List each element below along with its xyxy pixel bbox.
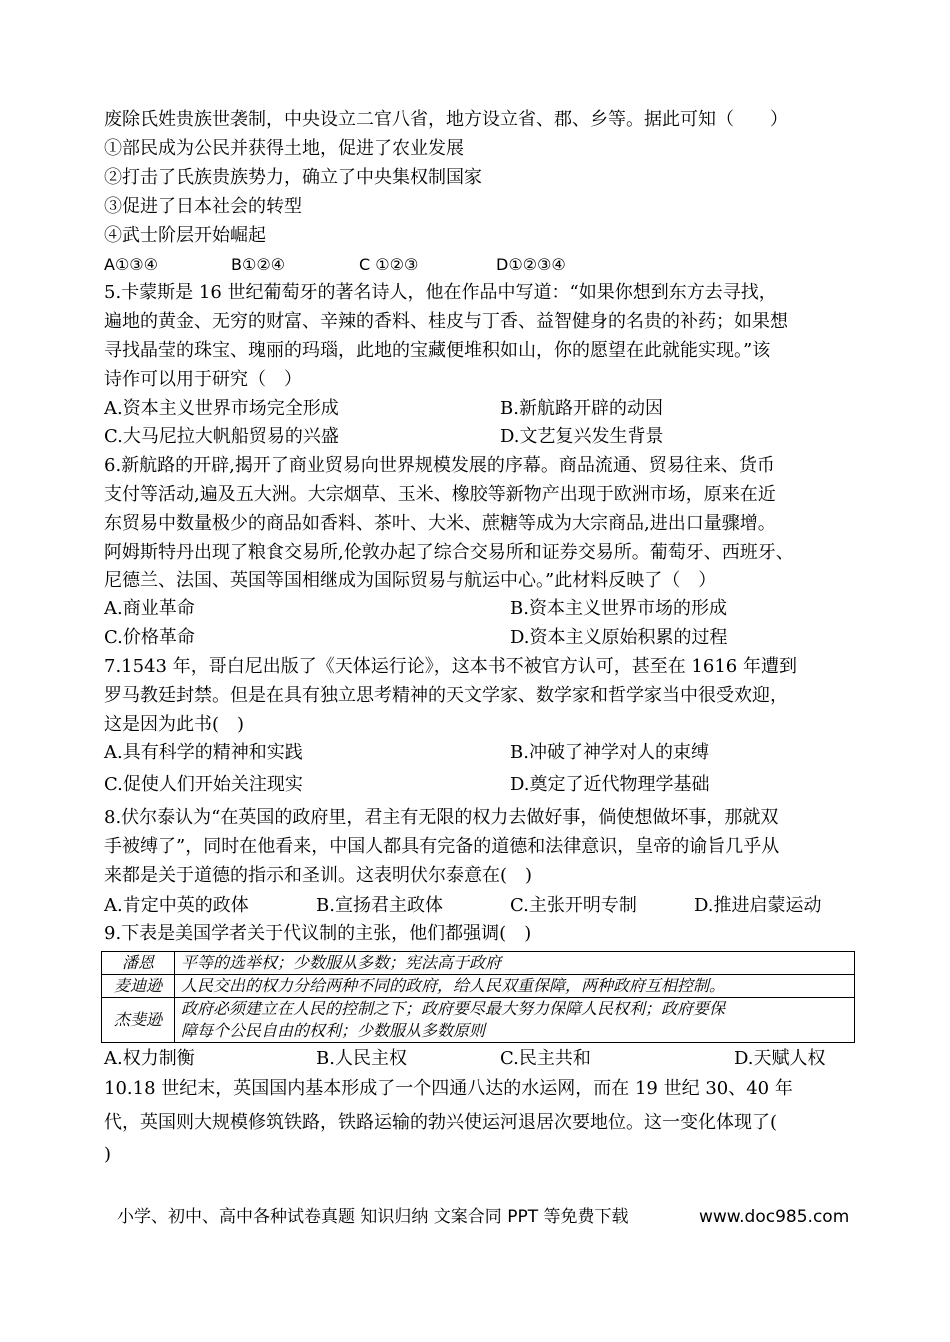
- q6-line-1: 6.新航路的开辟,揭开了商业贸易向世界规模发展的序幕。商品流通、贸易往来、货币: [104, 455, 775, 476]
- footer: [117, 1204, 850, 1230]
- q4-item-1: ①部民成为公民并获得土地，促进了农业发展: [104, 138, 464, 159]
- q9-option-d: D.天赋人权: [734, 1048, 826, 1069]
- q5-option-c: C.大马尼拉大帆船贸易的兴盛: [104, 426, 339, 447]
- q7-option-b: B.冲破了神学对人的束缚: [510, 742, 709, 763]
- q7-line-2: 罗马教廷封禁。但是在具有独立思考精神的天文学家、数学家和哲学家当中很受欢迎，: [104, 685, 788, 706]
- q7-option-a: A.具有科学的精神和实践: [104, 742, 303, 763]
- q9-option-a: A.权力制衡: [104, 1048, 195, 1069]
- q4-option-a: A①③④: [104, 255, 158, 274]
- q4-item-4: ④武士阶层开始崛起: [104, 225, 266, 246]
- q4-item-3: ③促进了日本社会的转型: [104, 196, 302, 217]
- q8-line-1: 8.伏尔泰认为“在英国的政府里，君主有无限的权力去做好事，倘使想做坏事，那就双: [104, 807, 779, 828]
- q5-line-3: 寻找晶莹的珠宝、瑰丽的玛瑙，此地的宝藏便堆积如山，你的愿望在此就能实现。”该: [104, 340, 771, 361]
- footer-site-link[interactable]: www.doc985.com: [699, 1207, 850, 1227]
- q9-option-b: B.人民主权: [316, 1048, 407, 1069]
- q9-stem: 9.下表是美国学者关于代议制的主张，他们都强调( ): [104, 923, 532, 944]
- footer-text: 小学、初中、高中各种试卷真题 知识归纳 文案合同 PPT 等免费下载: [117, 1207, 629, 1227]
- q6-line-4: 阿姆斯特丹出现了粮食交易所,伦敦办起了综合交易所和证券交易所。葡萄牙、西班牙、: [104, 542, 794, 563]
- table-cell-name: 麦迪逊: [102, 975, 175, 998]
- table-row: [102, 952, 855, 975]
- q5-option-a: A.资本主义世界市场完全形成: [104, 398, 339, 419]
- q5-line-1: 5.卡蒙斯是 16 世纪葡萄牙的著名诗人，他在作品中写道：“如果你想到东方去寻找，: [104, 282, 777, 303]
- q10-line-1: 10.18 世纪末，英国国内基本形成了一个四通八达的水运网，而在 19 世纪 30、40 年: [104, 1078, 793, 1099]
- table-cell-name: 潘恩: [102, 952, 175, 975]
- table-cell-text: [175, 998, 855, 1043]
- q5-option-d: D.文艺复兴发生背景: [500, 426, 664, 447]
- q4-option-c: C ①②③: [359, 255, 419, 274]
- table-cell-text: 人民交出的权力分给两种不同的政府，给人民双重保障，两种政府互相控制。: [175, 975, 855, 998]
- q8-line-3: 来都是关于道德的指示和圣训。这表明伏尔泰意在( ): [104, 865, 533, 886]
- q8-option-a: A.肯定中英的政体: [104, 895, 249, 916]
- q10-line-2: 代，英国则大规模修筑铁路，铁路运输的勃兴使运河退居次要地位。这一变化体现了(: [104, 1112, 778, 1133]
- q5-option-b: B.新航路开辟的动因: [500, 398, 663, 419]
- q8-option-b: B.宣扬君主政体: [316, 895, 443, 916]
- q6-option-c: C.价格革命: [104, 627, 195, 648]
- q9-table: [101, 951, 855, 1043]
- table-cell-line: 政府必须建立在人民的控制之下；政府要尽最大努力保障人民权利；政府要保: [181, 999, 726, 1018]
- q7-line-1: 7.1543 年，哥白尼出版了《天体运行论》，这本书不被官方认可，甚至在 1616 年遭到: [104, 656, 797, 677]
- q6-line-5: 尼德兰、法国、英国等国相继成为国际贸易与航运中心。”此材料反映了（ ）: [104, 570, 717, 591]
- q6-option-d: D.资本主义原始积累的过程: [510, 627, 728, 648]
- q9-option-c: C.民主共和: [500, 1048, 591, 1069]
- q4-option-b: B①②④: [231, 255, 286, 274]
- q7-option-d: D.奠定了近代物理学基础: [510, 774, 710, 795]
- q4-stem: 废除氏姓贵族世袭制，中央设立二官八省，地方设立省、郡、乡等。据此可知（ ）: [104, 109, 788, 130]
- q8-option-c: C.主张开明专制: [510, 895, 637, 916]
- q7-option-c: C.促使人们开始关注现实: [104, 774, 303, 795]
- table-cell-name: 杰斐逊: [102, 998, 175, 1043]
- table-cell-text: 平等的选举权；少数服从多数；宪法高于政府: [175, 952, 855, 975]
- q6-option-b: B.资本主义世界市场的形成: [510, 598, 727, 619]
- q5-line-2: 遍地的黄金、无穷的财富、辛辣的香料、桂皮与丁香、益智健身的名贵的补药；如果想: [104, 311, 788, 332]
- q5-line-4: 诗作可以用于研究（ ）: [104, 369, 302, 390]
- table-row: [102, 998, 855, 1043]
- q7-line-3: 这是因为此书( ): [104, 714, 245, 735]
- q6-option-a: A.商业革命: [104, 598, 195, 619]
- q8-option-d: D.推进启蒙运动: [694, 895, 822, 916]
- q6-line-3: 东贸易中数量极少的商品如香料、茶叶、大米、蔗糖等成为大宗商品,进出口量骤增。: [104, 513, 776, 534]
- q4-option-d: D①②③④: [496, 255, 566, 274]
- q10-line-3: ): [104, 1144, 112, 1165]
- table-cell-line: 障每个公民自由的权利；少数服从多数原则: [181, 1021, 486, 1040]
- q6-line-2: 支付等活动,遍及五大洲。大宗烟草、玉米、橡胶等新物产出现于欧洲市场，原来在近: [104, 484, 776, 505]
- q4-item-2: ②打击了氏族贵族势力，确立了中央集权制国家: [104, 167, 482, 188]
- q8-line-2: 手被缚了”，同时在他看来，中国人都具有完备的道德和法律意识，皇帝的谕旨几乎从: [104, 836, 780, 857]
- table-row: [102, 975, 855, 998]
